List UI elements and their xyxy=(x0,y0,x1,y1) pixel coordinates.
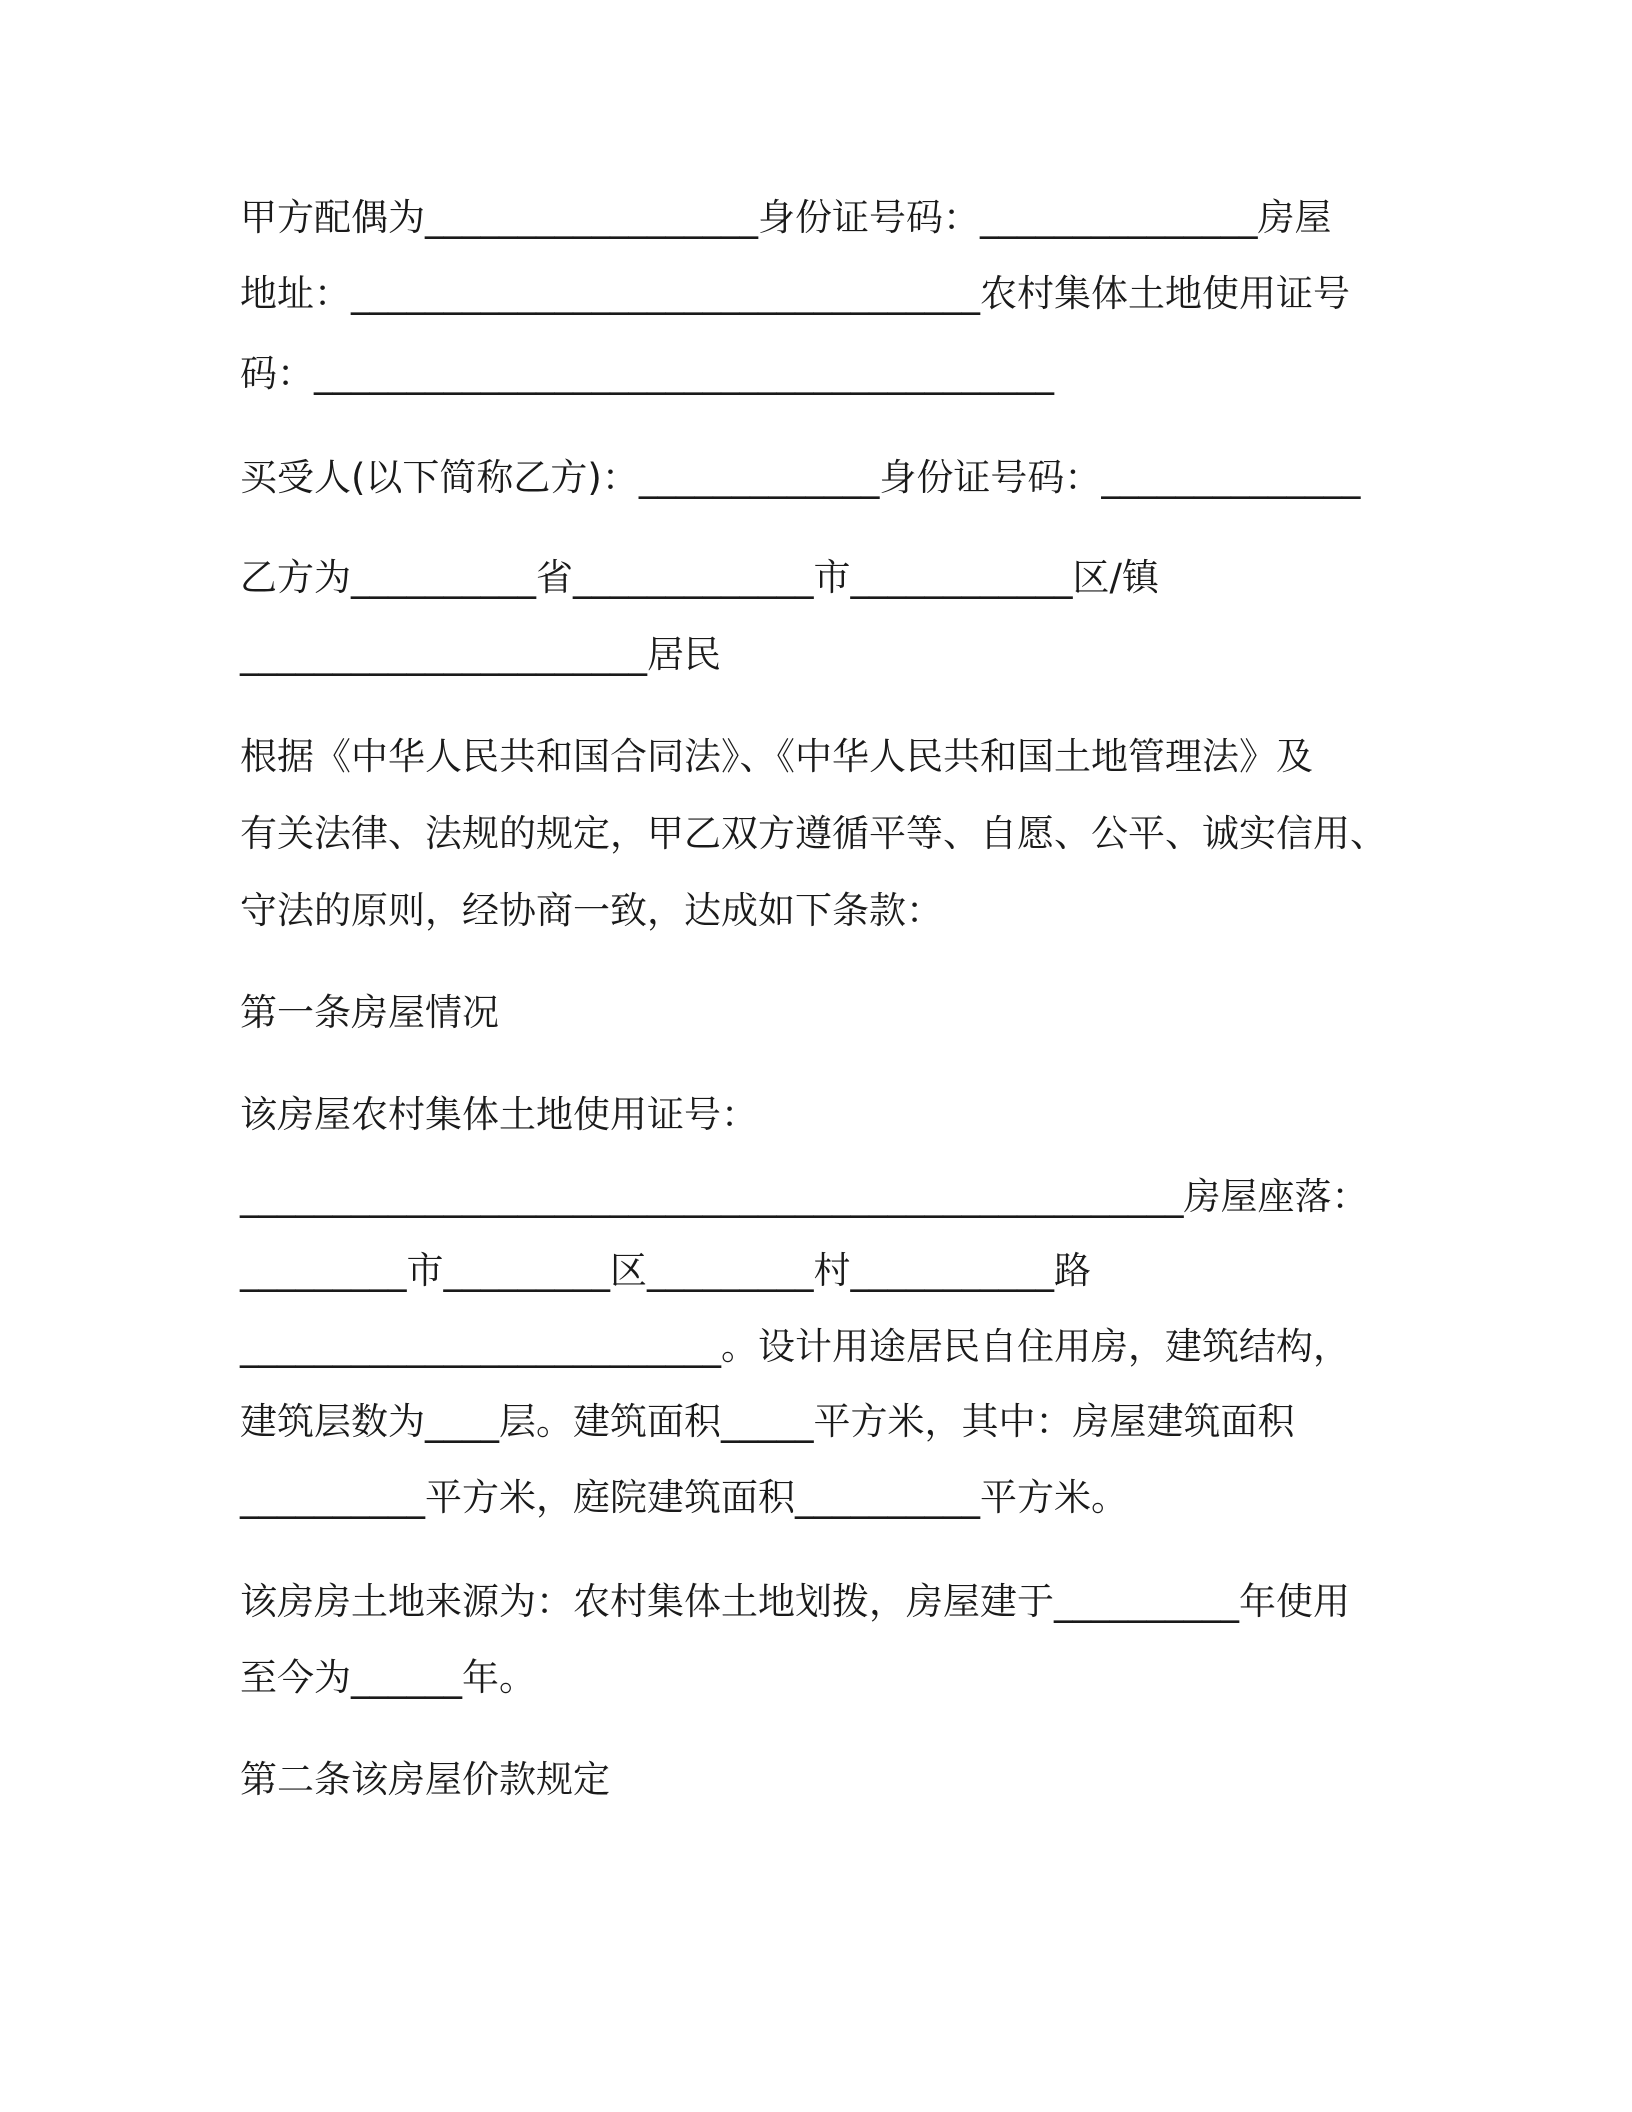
text-line-buyer-resident: ______________________居民 xyxy=(240,633,721,676)
section-heading-2: 第二条该房屋价款规定 xyxy=(240,1758,610,1801)
text-line-floors-area: 建筑层数为____层。建筑面积_____平方米，其中：房屋建筑面积 xyxy=(240,1400,1295,1443)
text-line-land-cert-no: 该房屋农村集体土地使用证号： xyxy=(240,1093,758,1136)
section-heading-1: 第一条房屋情况 xyxy=(240,991,499,1034)
text-line-years-used: 至今为______年。 xyxy=(240,1656,536,1699)
text-line-buyer-region: 乙方为__________省_____________市____________区/镇 xyxy=(240,556,1159,599)
text-line-spouse-id: 甲方配偶为__________________身份证号码：_______________房屋 xyxy=(240,196,1332,239)
text-line-land-cert: 码：________________________________________ xyxy=(240,352,1054,395)
text-line-address: 地址：__________________________________农村集体土地使用证号 xyxy=(240,272,1350,315)
text-line-legal-basis-2: 有关法律、法规的规定，甲乙双方遵循平等、自愿、公平、诚实信用、 xyxy=(240,812,1387,855)
text-line-house-address: _________市_________区_________村___________路 xyxy=(240,1249,1091,1292)
text-line-buyer: 买受人(以下简称乙方)：_____________身份证号码：______________ xyxy=(240,456,1361,499)
text-line-legal-basis-3: 守法的原则，经协商一致，达成如下条款： xyxy=(240,889,943,932)
text-line-house-location: ___________________________________________________房屋座落： xyxy=(240,1175,1369,1218)
text-line-house-usage: __________________________。设计用途居民自住用房，建筑结构， xyxy=(240,1325,1350,1368)
text-line-legal-basis-1: 根据《中华人民共和国合同法》、《中华人民共和国土地管理法》及 xyxy=(240,735,1313,778)
text-line-yard-area: __________平方米，庭院建筑面积__________平方米。 xyxy=(240,1476,1128,1519)
text-line-land-source: 该房房土地来源为：农村集体土地划拨，房屋建于__________年使用 xyxy=(240,1580,1350,1623)
